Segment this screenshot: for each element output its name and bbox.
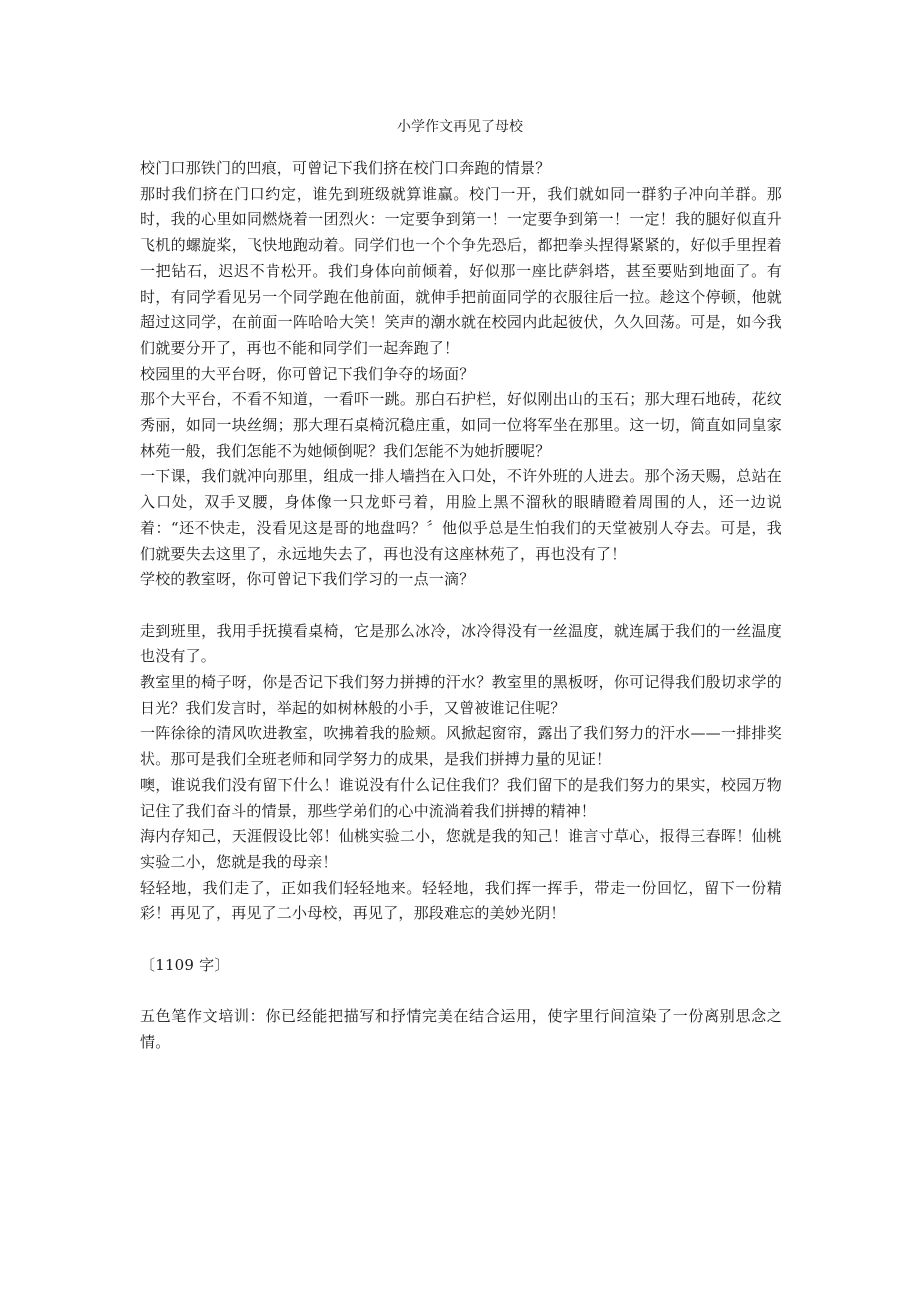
paragraph: 一阵徐徐的清风吹进教室，吹拂着我的脸颊。风掀起窗帘，露出了我们努力的汗水——一排排奖状。那可是我们全班老师和同学努力的成果，是我们拼搏力量的见证！ [140,724,782,769]
page-title: 小学作文再见了母校 [397,119,523,135]
teacher-comment: 五色笔作文培训：你已经能把描写和抒情完美在结合运用，使字里行间渲染了一份离别思念之情。 [140,1007,782,1051]
blank-line [140,978,782,1004]
blank-line [140,593,782,619]
paragraph: 那时我们挤在门口约定，谁先到班级就算谁赢。校门一开，我们就如同一群豹子冲向羊群。那时，我的心里如同燃烧着一团烈火：一定要争到第一！一定要争到第一！一定！我的腿好似直升飞机的螺旋桨，飞快地跑动着。同学们也一个个争先恐后，都把拳头捏得紧紧的，好似手里捏着一把钻石，迟迟不肯松开。我们身体向前倾着，好似那一座比萨斜塔，甚至要贴到地面了。有时，有同学看见另一个同学跑在他前面，就伸手把前面同学的衣服往后一拉。趁这个停顿，他就超过这同学，在前面一阵哈哈大笑！笑声的潮水就在校园内此起彼伏，久久回荡。可是，如今我们就要分开了，再也不能和同学们一起奔跑了！ [140,184,782,357]
word-count: 〔1109 字〕 [140,955,230,974]
paragraph: 海内存知己，天涯假设比邻！仙桃实验二小，您就是我的知己！谁言寸草心，报得三春晖！仙桃实验二小，您就是我的母亲！ [140,827,782,871]
paragraph: 轻轻地，我们走了，正如我们轻轻地来。轻轻地，我们挥一挥手，带走一份回忆，留下一份精彩！再见了，再见了二小母校，再见了，那段难忘的美妙光阴！ [140,878,782,923]
paragraph: 学校的教室呀，你可曾记下我们学习的一点一滴？ [140,570,475,589]
blank-line [140,927,782,953]
paragraph: 教室里的椅子呀，你是否记下我们努力拼搏的汗水？教室里的黑板呀，你可记得我们殷切求学的日光？我们发言时，举起的如树林般的小手，又曾被谁记住呢？ [140,673,782,717]
paragraph: 校园里的大平台呀，你可曾记下我们争夺的场面？ [140,364,475,383]
paragraph: 校门口那铁门的凹痕，可曾记下我们挤在校门口奔跑的情景？ [140,159,551,177]
paragraph: 走到班里，我用手抚摸看桌椅，它是那么冰冷，冰冷得没有一丝温度，就连属于我们的一丝温度也没有了。 [140,621,782,666]
article-body [140,156,782,1056]
paragraph: 噢，谁说我们没有留下什么！谁说没有什么记住我们？我们留下的是我们努力的果实，校园万物记住了我们奋斗的情景，那些学弟们的心中流淌着我们拼搏的精神！ [140,775,782,820]
paragraph: 那个大平台，不看不知道，一看吓一跳。那白石护栏，好似刚出山的玉石；那大理石地砖，花纹秀丽，如同一块丝绸；那大理石桌椅沉稳庄重，如同一位将军坐在那里。这一切，简直如同皇家林苑一般，我们怎能不为她倾倒呢？我们怎能不为她折腰呢？ [140,390,782,460]
paragraph: 一下课，我们就冲向那里，组成一排人墙挡在入口处，不许外班的人进去。那个汤天赐，总站在入口处，双手叉腰，身体像一只龙虾弓着，用脸上黑不溜秋的眼睛瞪着周围的人，还一边说着：“还不快走，没看见这是哥的地盘吗？〞他似乎总是生怕我们的天堂被别人夺去。可是，我们就要失去这里了，永远地失去了，再也没有这座林苑了，再也没有了！ [140,467,782,563]
